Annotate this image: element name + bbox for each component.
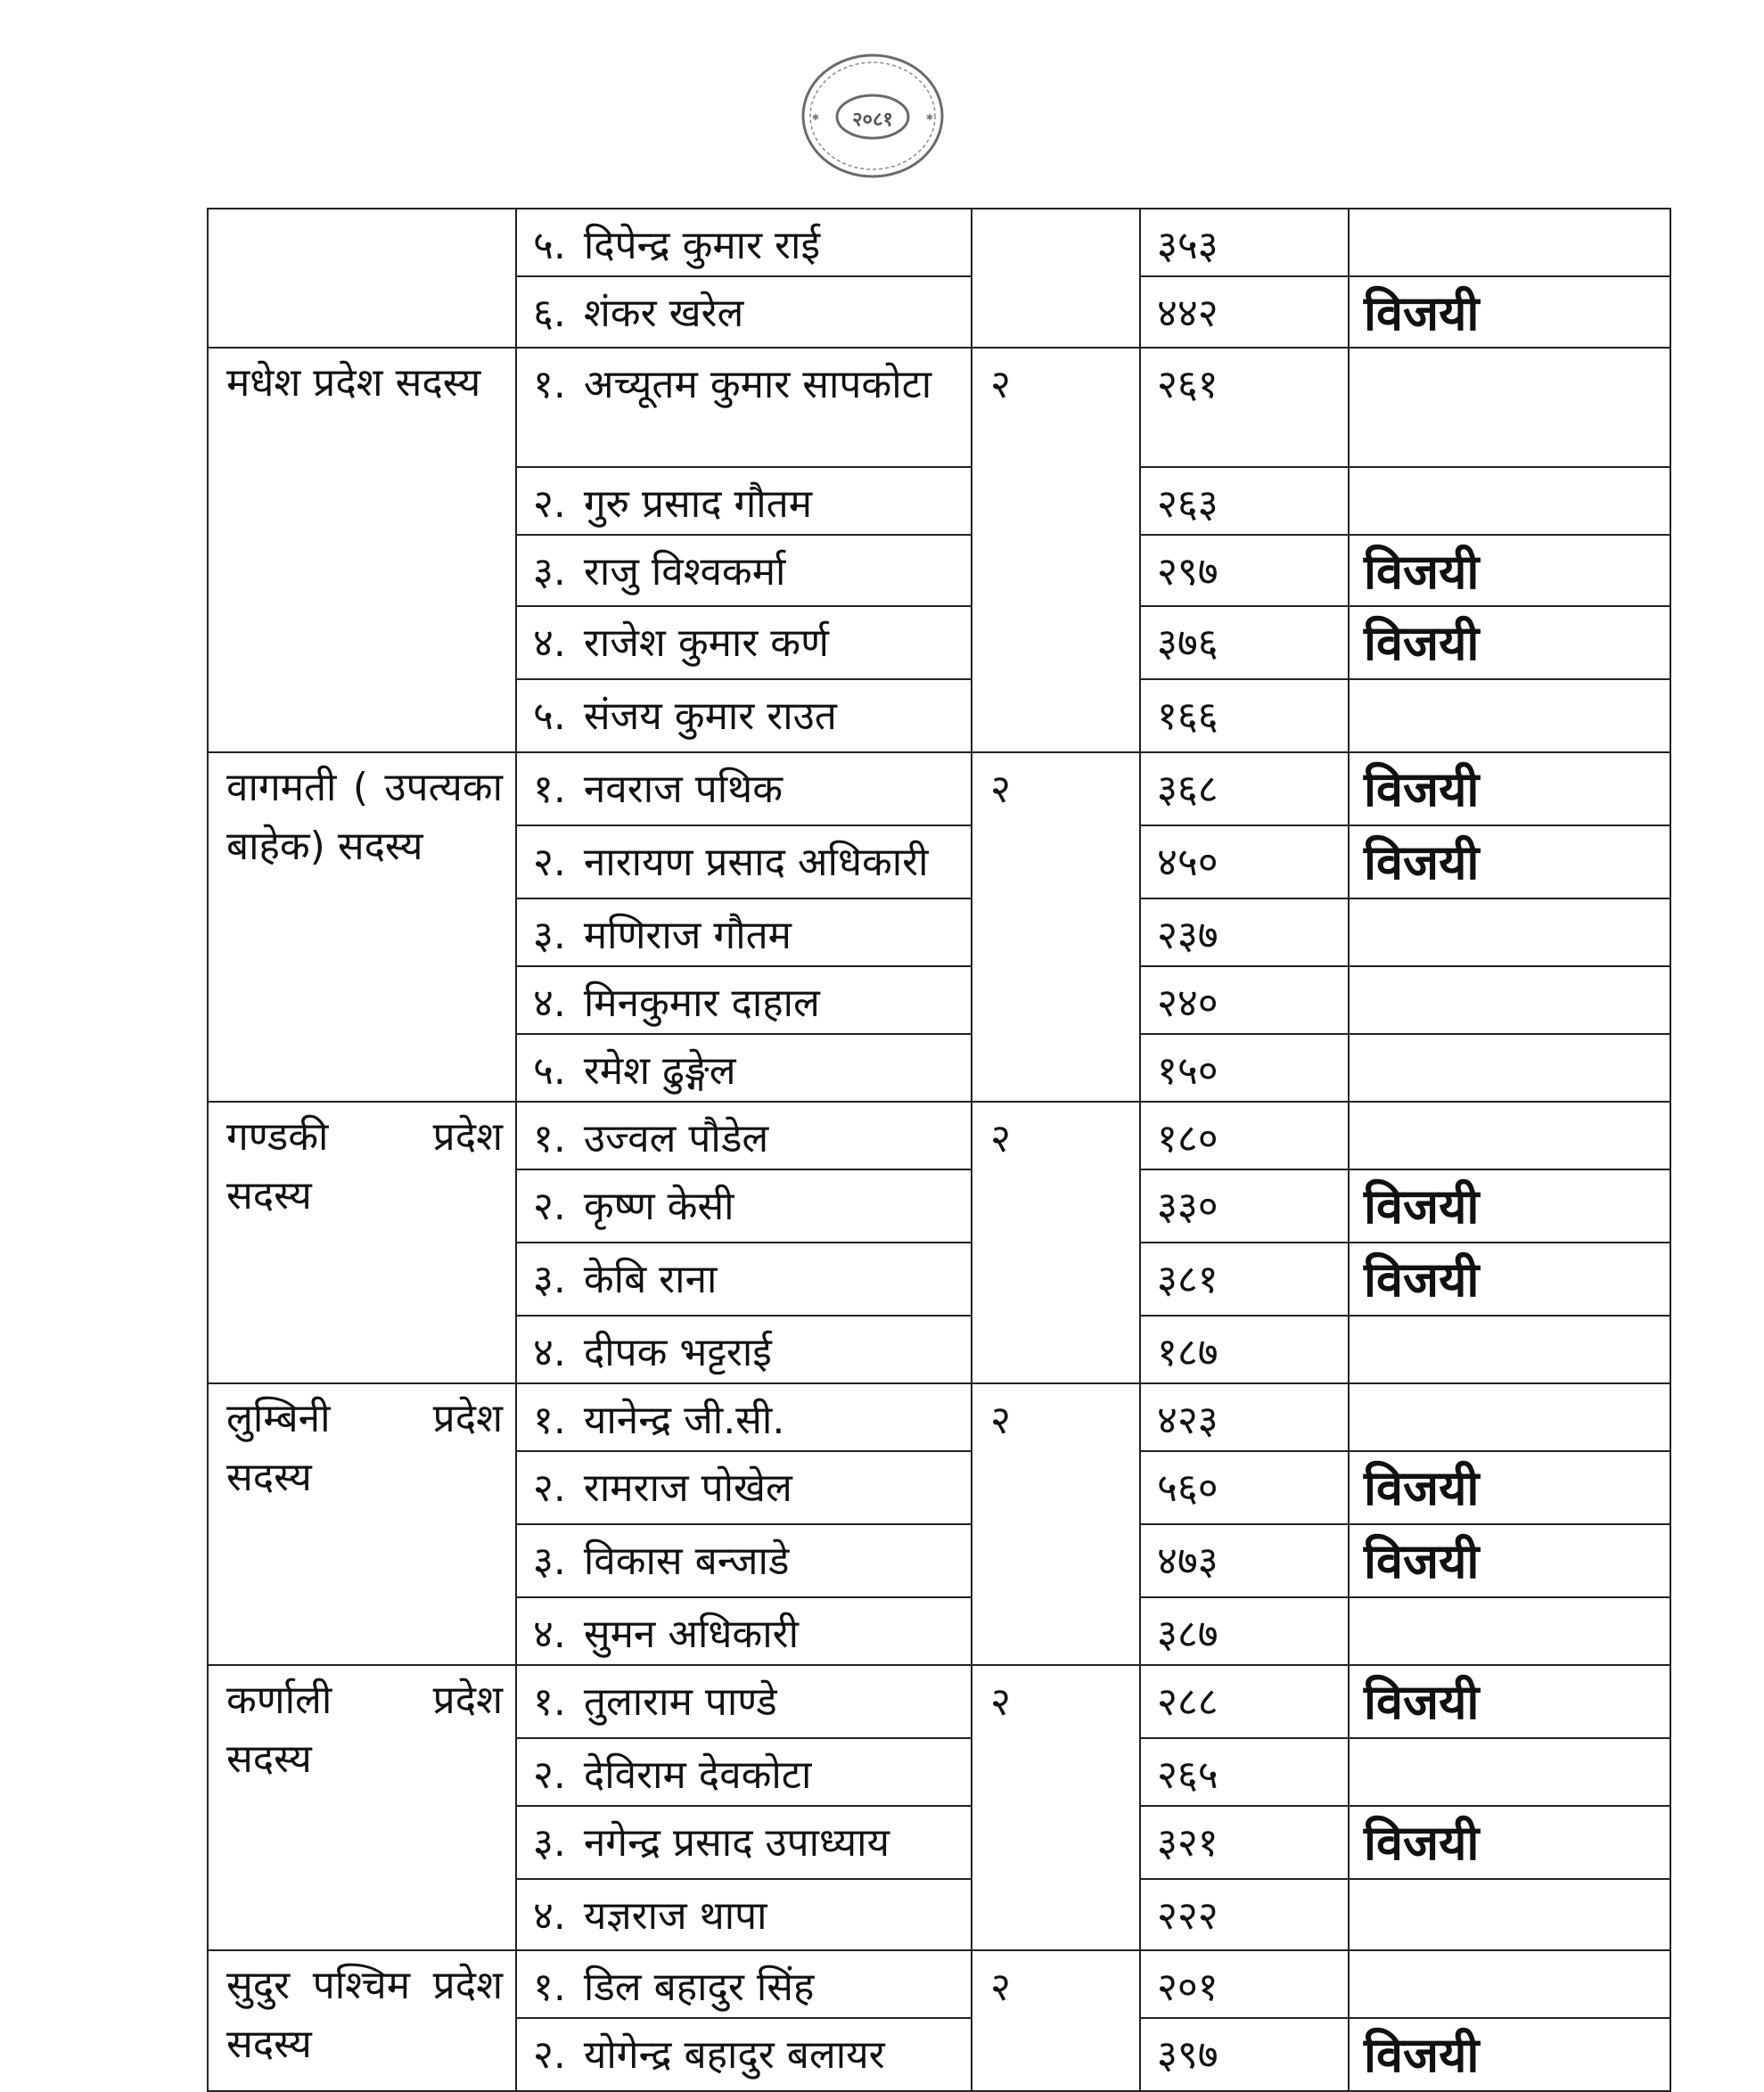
result-status-cell: विजयी xyxy=(1349,606,1670,679)
table-row xyxy=(208,1102,1670,1169)
candidate-cell xyxy=(516,1879,972,1950)
votes-cell: ३५३ xyxy=(1140,209,1349,276)
votes-cell: ३६८ xyxy=(1140,752,1349,825)
candidate-cell xyxy=(516,467,972,535)
candidate-cell xyxy=(516,1597,972,1665)
seats-cell: २ xyxy=(972,1102,1140,1383)
candidate-name: मिनकुमार दाहाल xyxy=(583,980,820,1026)
votes-cell: ३८१ xyxy=(1140,1243,1349,1316)
candidate-number: ३. xyxy=(533,1538,566,1584)
svg-text:✱: ✱ xyxy=(925,113,934,123)
candidate-number: ४. xyxy=(533,980,566,1026)
candidate-number: २. xyxy=(533,840,566,885)
result-status-cell: विजयी xyxy=(1349,1524,1670,1597)
result-status-cell xyxy=(1349,209,1670,276)
candidate-number: ५. xyxy=(533,223,566,268)
candidate-name: नारायण प्रसाद अधिकारी xyxy=(583,840,929,885)
candidate-name: अच्यूतम कुमार सापकोटा xyxy=(583,362,932,407)
votes-cell: ४५० xyxy=(1140,825,1349,898)
result-status-cell: विजयी xyxy=(1349,825,1670,898)
candidate-number: ४. xyxy=(533,1893,566,1939)
candidate-name: रामराज पोखेल xyxy=(583,1465,792,1511)
candidate-cell xyxy=(516,1383,972,1451)
candidate-number: २. xyxy=(533,1752,566,1798)
votes-cell: २८८ xyxy=(1140,1665,1349,1738)
table-row xyxy=(208,348,1670,467)
candidate-name: गुरु प्रसाद गौतम xyxy=(583,481,813,527)
category-label: कर्णाली प्रदेश सदस्य xyxy=(226,1678,503,1782)
candidate-cell xyxy=(516,209,972,276)
result-status-cell: विजयी xyxy=(1349,1451,1670,1524)
candidate-number: ३. xyxy=(533,1257,566,1302)
candidate-number: ५. xyxy=(533,693,566,739)
category-cell xyxy=(208,1383,516,1665)
candidate-name: देविराम देवकोटा xyxy=(583,1752,812,1798)
candidate-cell xyxy=(516,1316,972,1383)
candidate-name: योगेन्द्र बहादुर बलायर xyxy=(583,2032,885,2078)
candidate-name: नगेन्द्र प्रसाद उपाध्याय xyxy=(583,1820,890,1866)
votes-cell: २०१ xyxy=(1140,1950,1349,2018)
table-row xyxy=(208,1383,1670,1451)
result-status-cell xyxy=(1349,1950,1670,2018)
candidate-name: डिल बहादुर सिंह xyxy=(583,1965,815,2010)
votes-cell: ३८७ xyxy=(1140,1597,1349,1665)
category-cell xyxy=(208,348,516,752)
candidate-name: यानेन्द्र जी.सी. xyxy=(583,1398,785,1443)
candidate-cell xyxy=(516,1524,972,1597)
category-label: लुम्बिनी प्रदेश सदस्य xyxy=(226,1396,503,1500)
candidate-number: १. xyxy=(533,1398,566,1443)
candidate-cell xyxy=(516,276,972,348)
candidate-number: १. xyxy=(533,1116,566,1161)
candidate-name: संजय कुमार राउत xyxy=(583,693,837,739)
result-status-cell xyxy=(1349,1879,1670,1950)
category-label: सुदुर पश्चिम प्रदेश सदस्य xyxy=(226,1963,503,2067)
seats-cell: २ xyxy=(972,1950,1140,2091)
result-status-cell: विजयी xyxy=(1349,276,1670,348)
candidate-cell xyxy=(516,1034,972,1102)
candidate-name: राजु विश्वकर्मा xyxy=(583,549,786,595)
seats-cell: २ xyxy=(972,1383,1140,1665)
candidate-number: ५. xyxy=(533,1048,566,1094)
votes-cell: २६५ xyxy=(1140,1738,1349,1806)
candidate-cell xyxy=(516,752,972,825)
seats-cell: २ xyxy=(972,1665,1140,1950)
result-status-cell xyxy=(1349,898,1670,966)
candidate-number: ४. xyxy=(533,620,566,666)
election-committee-seal xyxy=(798,49,948,183)
votes-cell: २४० xyxy=(1140,966,1349,1034)
result-status-cell xyxy=(1349,1102,1670,1169)
votes-cell: २९७ xyxy=(1140,535,1349,606)
result-status-cell xyxy=(1349,1034,1670,1102)
votes-cell: २६३ xyxy=(1140,467,1349,535)
candidate-cell xyxy=(516,1169,972,1243)
candidate-number: १. xyxy=(533,767,566,812)
votes-cell: १६६ xyxy=(1140,679,1349,752)
candidate-cell xyxy=(516,825,972,898)
votes-cell: ३२१ xyxy=(1140,1806,1349,1879)
candidate-number: ३. xyxy=(533,549,566,595)
table-row xyxy=(208,1950,1670,2018)
candidate-cell xyxy=(516,348,972,467)
candidate-cell xyxy=(516,1738,972,1806)
votes-cell: २३७ xyxy=(1140,898,1349,966)
votes-cell: ३३० xyxy=(1140,1169,1349,1243)
votes-cell: १८० xyxy=(1140,1102,1349,1169)
table-row xyxy=(208,209,1670,276)
result-status-cell xyxy=(1349,966,1670,1034)
votes-cell: ३९७ xyxy=(1140,2018,1349,2091)
result-status-cell: विजयी xyxy=(1349,2018,1670,2091)
candidate-cell xyxy=(516,898,972,966)
votes-cell: ५६० xyxy=(1140,1451,1349,1524)
table-row xyxy=(208,1665,1670,1738)
candidate-name: विकास बन्जाडे xyxy=(583,1538,790,1584)
seats-cell: २ xyxy=(972,752,1140,1102)
result-status-cell xyxy=(1349,1738,1670,1806)
category-cell xyxy=(208,752,516,1102)
result-status-cell: विजयी xyxy=(1349,535,1670,606)
candidate-name: मणिराज गौतम xyxy=(583,913,792,958)
result-status-cell xyxy=(1349,679,1670,752)
category-cell xyxy=(208,209,516,348)
votes-cell: ४२३ xyxy=(1140,1383,1349,1451)
seats-cell xyxy=(972,209,1140,348)
candidate-number: २. xyxy=(533,481,566,527)
candidate-name: रमेश ढुङ्गेल xyxy=(583,1048,736,1094)
category-cell xyxy=(208,1102,516,1383)
candidate-number: ४. xyxy=(533,1612,566,1657)
votes-cell: ३७६ xyxy=(1140,606,1349,679)
votes-cell: २२२ xyxy=(1140,1879,1349,1950)
candidate-number: १. xyxy=(533,1965,566,2010)
candidate-cell xyxy=(516,1243,972,1316)
result-status-cell: विजयी xyxy=(1349,1243,1670,1316)
votes-cell: १८७ xyxy=(1140,1316,1349,1383)
result-status-cell: विजयी xyxy=(1349,752,1670,825)
result-status-cell xyxy=(1349,348,1670,467)
candidate-name: उज्वल पौडेल xyxy=(583,1116,769,1161)
candidate-number: ३. xyxy=(533,913,566,958)
candidate-name: केबि राना xyxy=(583,1257,718,1302)
candidate-name: दिपेन्द्र कुमार राई xyxy=(583,223,821,268)
candidate-name: सुमन अधिकारी xyxy=(583,1612,799,1657)
candidate-cell xyxy=(516,1102,972,1169)
candidate-cell xyxy=(516,1806,972,1879)
candidate-number: ४. xyxy=(533,1330,566,1375)
result-status-cell xyxy=(1349,1383,1670,1451)
category-label: वागमती ( उपत्यका बाहेक) सदस्य xyxy=(226,765,503,869)
candidate-cell xyxy=(516,2018,972,2091)
seal-year: २०८१ xyxy=(852,109,893,131)
result-status-cell: विजयी xyxy=(1349,1169,1670,1243)
candidate-cell xyxy=(516,606,972,679)
candidate-name: नवराज पथिक xyxy=(583,767,784,812)
seal-emblem xyxy=(798,49,948,183)
category-cell xyxy=(208,1665,516,1950)
votes-cell: १५० xyxy=(1140,1034,1349,1102)
candidate-number: २. xyxy=(533,2032,566,2078)
candidate-number: २. xyxy=(533,1465,566,1511)
candidate-number: ६. xyxy=(533,291,566,336)
candidate-name: यज्ञराज थापा xyxy=(583,1893,767,1939)
candidate-name: दीपक भट्टराई xyxy=(583,1330,772,1375)
votes-cell: २६१ xyxy=(1140,348,1349,467)
candidate-number: १. xyxy=(533,362,566,407)
candidate-name: तुलाराम पाण्डे xyxy=(583,1679,777,1725)
result-status-cell xyxy=(1349,1316,1670,1383)
seats-cell: २ xyxy=(972,348,1140,752)
candidate-name: राजेश कुमार कर्ण xyxy=(583,620,829,666)
candidate-cell xyxy=(516,1665,972,1738)
category-label: गण्डकी प्रदेश सदस्य xyxy=(226,1114,503,1218)
candidate-number: २. xyxy=(533,1184,566,1229)
candidate-name: कृष्ण केसी xyxy=(583,1184,734,1229)
candidate-number: ३. xyxy=(533,1820,566,1866)
table-row xyxy=(208,752,1670,825)
result-status-cell xyxy=(1349,1597,1670,1665)
votes-cell: ४४२ xyxy=(1140,276,1349,348)
candidate-number: १. xyxy=(533,1679,566,1725)
svg-text:✱: ✱ xyxy=(811,113,820,123)
category-label: मधेश प्रदेश सदस्य xyxy=(226,360,481,406)
candidate-cell xyxy=(516,966,972,1034)
candidate-cell xyxy=(516,535,972,606)
result-status-cell: विजयी xyxy=(1349,1806,1670,1879)
result-status-cell: विजयी xyxy=(1349,1665,1670,1738)
candidate-cell xyxy=(516,679,972,752)
category-cell xyxy=(208,1950,516,2091)
candidate-name: शंकर खरेल xyxy=(583,291,744,336)
votes-cell: ४७३ xyxy=(1140,1524,1349,1597)
candidate-cell xyxy=(516,1451,972,1524)
election-results-table xyxy=(207,208,1671,2092)
candidate-cell xyxy=(516,1950,972,2018)
result-status-cell xyxy=(1349,467,1670,535)
